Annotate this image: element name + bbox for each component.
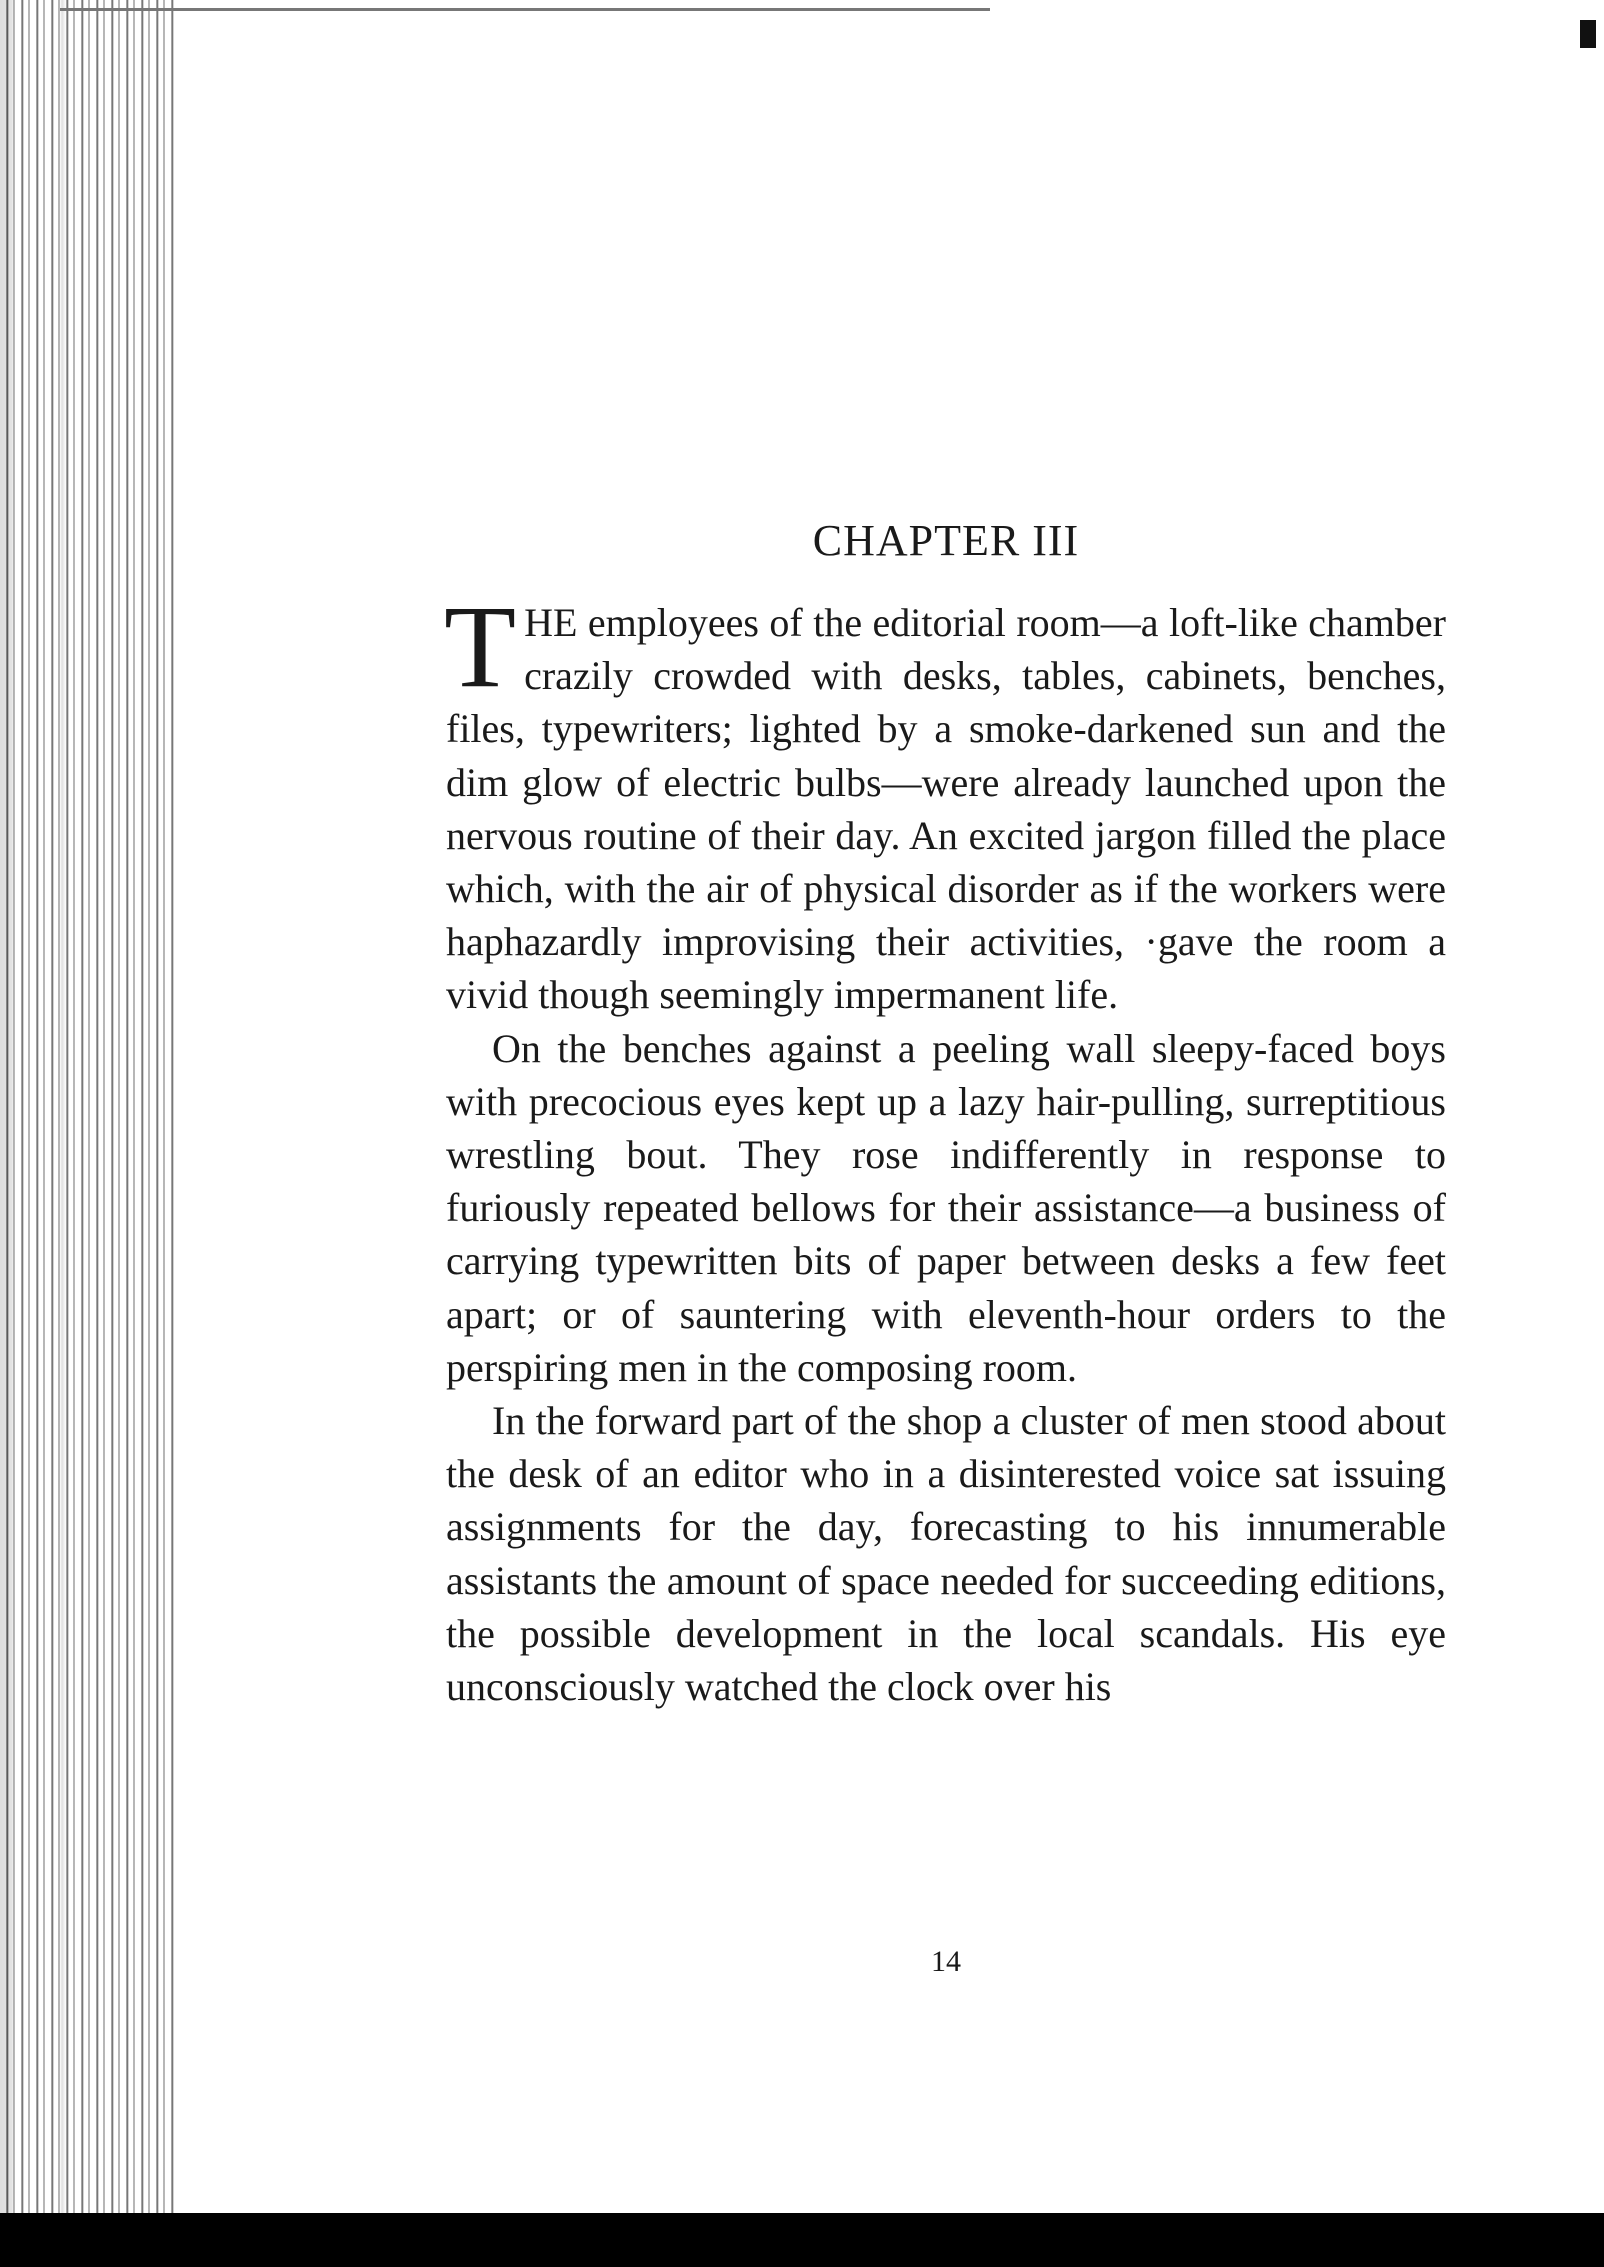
chapter-title: CHAPTER III xyxy=(812,516,1080,565)
page-number: 14 xyxy=(931,1945,961,1978)
page-body xyxy=(444,515,1446,1978)
bottom-scan-edge xyxy=(0,2213,1604,2267)
paragraph-3: In the forward part of the shop a cluster of men stood about the desk of an editor who in a disinterested voice sat issuing assignments for the day, forecasting to his innumerable assistants the amount of space needed for succeeding editions, the possible development in the local scandals. His eye unconsciously watched the clock over his xyxy=(446,1398,1446,1710)
scan-corner-mark xyxy=(1580,20,1596,48)
paragraph-2: On the benches against a peeling wall sleepy-faced boys with precocious eyes kept up a lazy hair-pulling, surreptitious wrestling bout. They rose indifferently in response to furiously repeated bellows for their assistance—a business of carrying typewritten bits of paper between desks a few feet apart; or of sauntering with eleventh-hour orders to the perspiring men in the composing room. xyxy=(446,1025,1446,1390)
top-edge-line xyxy=(60,8,990,11)
paragraph-1 xyxy=(444,581,1446,1022)
drop-cap: T xyxy=(444,581,517,712)
paragraph-1-text: HE employees of the editorial room—a loft-like chamber crazily crowded with desks, tables, cabinets, benches, files, typewriters; lighted by a smoke-darkened sun and the dim glow of electric bulbs—were already launched upon the nervous routine of their day. An excited jargon filled the place which, with the air of physical disorder as if the workers were haphazardly improvising their activities, ·gave the room a vivid though seemingly impermanent life. xyxy=(446,600,1446,1018)
page-gutter-shadow xyxy=(0,0,175,2267)
